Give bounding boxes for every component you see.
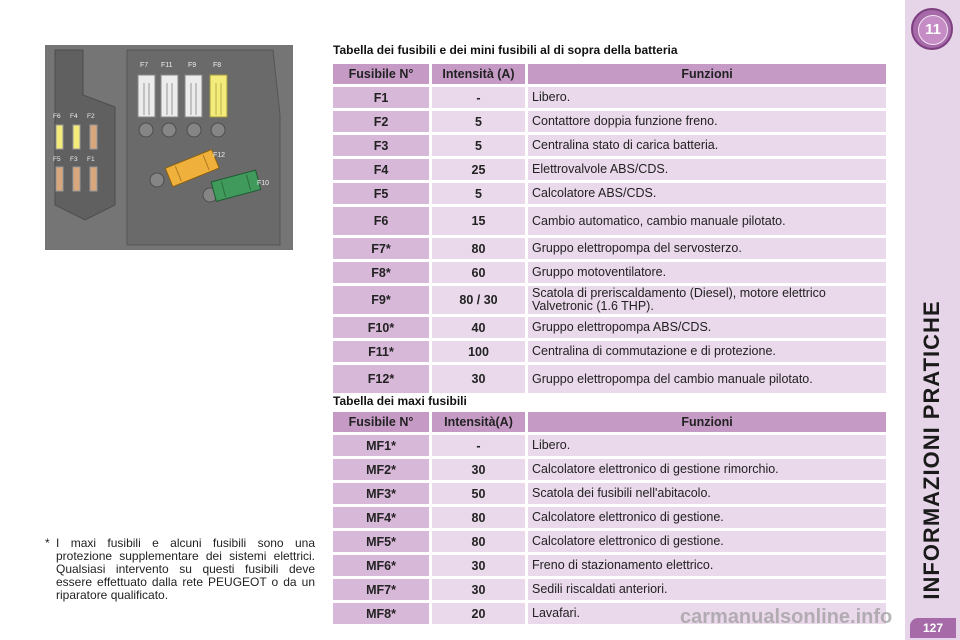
fuse-function: Centralina di commutazione e di protezione. xyxy=(528,341,886,362)
fuse-function: Gruppo motoventilatore. xyxy=(528,262,886,283)
fuse-intensity: 5 xyxy=(432,183,525,204)
fuse-function: Sedili riscaldati anteriori. xyxy=(528,579,886,600)
fuse-function: Libero. xyxy=(528,87,886,108)
fuse-f1 xyxy=(90,167,97,191)
label-f6: F6 xyxy=(53,113,61,120)
header-functions: Funzioni xyxy=(528,64,886,84)
table-row xyxy=(333,483,886,504)
fuse-function: Scatola dei fusibili nell'abitacolo. xyxy=(528,483,886,504)
fuse-function: Calcolatore elettronico di gestione rimorchio. xyxy=(528,459,886,480)
table-row xyxy=(333,286,886,314)
fuse-number: F6 xyxy=(333,207,429,235)
fuse-number: MF5* xyxy=(333,531,429,552)
fuse-function: Gruppo elettropompa del servosterzo. xyxy=(528,238,886,259)
fuse-intensity: 25 xyxy=(432,159,525,180)
label-f12: F12 xyxy=(213,152,226,159)
label-f2: F2 xyxy=(87,113,95,120)
label-f8: F8 xyxy=(213,62,222,69)
header-fuse-number: Fusibile N° xyxy=(333,64,429,84)
table-title-mini-fuses: Tabella dei fusibili e dei mini fusibili al di sopra della batteria xyxy=(333,43,678,57)
fuse-f11 xyxy=(161,75,178,117)
label-f11: F11 xyxy=(161,62,173,69)
fuse-function: Elettrovalvole ABS/CDS. xyxy=(528,159,886,180)
fuse-number: F2 xyxy=(333,111,429,132)
label-f1: F1 xyxy=(87,156,95,163)
fuse-number: MF8* xyxy=(333,603,429,624)
fuse-intensity: 80 xyxy=(432,531,525,552)
fuse-number: F3 xyxy=(333,135,429,156)
table-row xyxy=(333,135,886,156)
fuse-f3 xyxy=(73,167,80,191)
fuse-intensity: 30 xyxy=(432,459,525,480)
footnote-text: I maxi fusibili e alcuni fusibili sono una protezione supplementare dei sistemi elettrici. Qualsiasi intervento su questi fusibili deve essere effettuato dalla rete PEUGEOT o da un riparatore qualificato. xyxy=(56,536,315,602)
fuse-intensity: - xyxy=(432,87,525,108)
table-row xyxy=(333,579,886,600)
table-row xyxy=(333,365,886,393)
label-f3: F3 xyxy=(70,156,78,163)
fuse-function: Lavafari. xyxy=(528,603,886,624)
table-row xyxy=(333,111,886,132)
fuse-intensity: 60 xyxy=(432,262,525,283)
fuse-number: MF3* xyxy=(333,483,429,504)
chapter-badge xyxy=(911,8,953,50)
watermark: carmanualsonline.info xyxy=(680,606,893,628)
table-row xyxy=(333,238,886,259)
table-row xyxy=(333,183,886,204)
fuse-intensity: - xyxy=(432,435,525,456)
fuse-number: MF1* xyxy=(333,435,429,456)
fuse-number: F9* xyxy=(333,286,429,314)
fuse-number: MF2* xyxy=(333,459,429,480)
label-f7: F7 xyxy=(140,62,149,69)
fuse-number: F5 xyxy=(333,183,429,204)
fuse-f8 xyxy=(210,75,227,117)
fuse-f9 xyxy=(185,75,202,117)
fuse-number: MF6* xyxy=(333,555,429,576)
fuse-function: Calcolatore elettronico di gestione. xyxy=(528,531,886,552)
fuse-function: Scatola di preriscaldamento (Diesel), motore elettrico Valvetronic (1.6 THP). xyxy=(528,286,886,314)
fuse-function: Freno di stazionamento elettrico. xyxy=(528,555,886,576)
fuse-number: F10* xyxy=(333,317,429,338)
table-row xyxy=(333,159,886,180)
fuse-f5 xyxy=(56,167,63,191)
fuse-number: F4 xyxy=(333,159,429,180)
fuse-number: MF4* xyxy=(333,507,429,528)
fuse-number: F1 xyxy=(333,87,429,108)
fuse-intensity: 30 xyxy=(432,365,525,393)
fuse-intensity: 80 xyxy=(432,238,525,259)
table-row xyxy=(333,435,886,456)
table-row xyxy=(333,555,886,576)
fuse-number: F12* xyxy=(333,365,429,393)
header-intensity: Intensità(A) xyxy=(432,412,525,432)
table-row xyxy=(333,507,886,528)
fuse-intensity: 15 xyxy=(432,207,525,235)
fuse-number: F11* xyxy=(333,341,429,362)
label-f4: F4 xyxy=(70,113,78,120)
label-f10: F10 xyxy=(257,180,270,187)
fuse-intensity: 80 / 30 xyxy=(432,286,525,314)
fuse-function: Libero. xyxy=(528,435,886,456)
fuse-intensity: 5 xyxy=(432,111,525,132)
header-intensity: Intensità (A) xyxy=(432,64,525,84)
table-row xyxy=(333,262,886,283)
header-functions: Funzioni xyxy=(528,412,886,432)
fuse-function: Gruppo elettropompa del cambio manuale pilotato. xyxy=(528,365,886,393)
table-row xyxy=(333,459,886,480)
fuse-function: Calcolatore ABS/CDS. xyxy=(528,183,886,204)
fuse-f7 xyxy=(138,75,155,117)
page-number: 127 xyxy=(910,618,956,638)
table-row xyxy=(333,341,886,362)
table-row xyxy=(333,207,886,235)
fuse-table-mini xyxy=(330,61,889,396)
fuse-function: Calcolatore elettronico di gestione. xyxy=(528,507,886,528)
fuse-function: Centralina stato di carica batteria. xyxy=(528,135,886,156)
fuse-intensity: 50 xyxy=(432,483,525,504)
fuse-f4 xyxy=(73,125,80,149)
fuse-number: F7* xyxy=(333,238,429,259)
fuse-intensity: 30 xyxy=(432,579,525,600)
chapter-number: 11 xyxy=(918,15,948,45)
label-f9: F9 xyxy=(188,62,197,69)
chapter-title: INFORMAZIONI PRATICHE xyxy=(919,300,944,600)
fuse-table-maxi xyxy=(330,409,889,627)
table-row xyxy=(333,531,886,552)
footnote xyxy=(45,537,315,602)
fuse-box-diagram xyxy=(45,45,293,250)
fuse-function: Cambio automatico, cambio manuale pilotato. xyxy=(528,207,886,235)
fuse-function: Gruppo elettropompa ABS/CDS. xyxy=(528,317,886,338)
table-row xyxy=(333,87,886,108)
table-row xyxy=(333,317,886,338)
fuse-intensity: 80 xyxy=(432,507,525,528)
fuse-intensity: 20 xyxy=(432,603,525,624)
fuse-function: Contattore doppia funzione freno. xyxy=(528,111,886,132)
fuse-intensity: 40 xyxy=(432,317,525,338)
header-fuse-number: Fusibile N° xyxy=(333,412,429,432)
footnote-star: * xyxy=(45,536,50,550)
fuse-intensity: 100 xyxy=(432,341,525,362)
fuse-intensity: 30 xyxy=(432,555,525,576)
fuse-number: F8* xyxy=(333,262,429,283)
fuse-intensity: 5 xyxy=(432,135,525,156)
label-f5: F5 xyxy=(53,156,61,163)
table-title-maxi-fuses: Tabella dei maxi fusibili xyxy=(333,394,467,408)
fuse-number: MF7* xyxy=(333,579,429,600)
fuse-f2 xyxy=(90,125,97,149)
fuse-f6 xyxy=(56,125,63,149)
